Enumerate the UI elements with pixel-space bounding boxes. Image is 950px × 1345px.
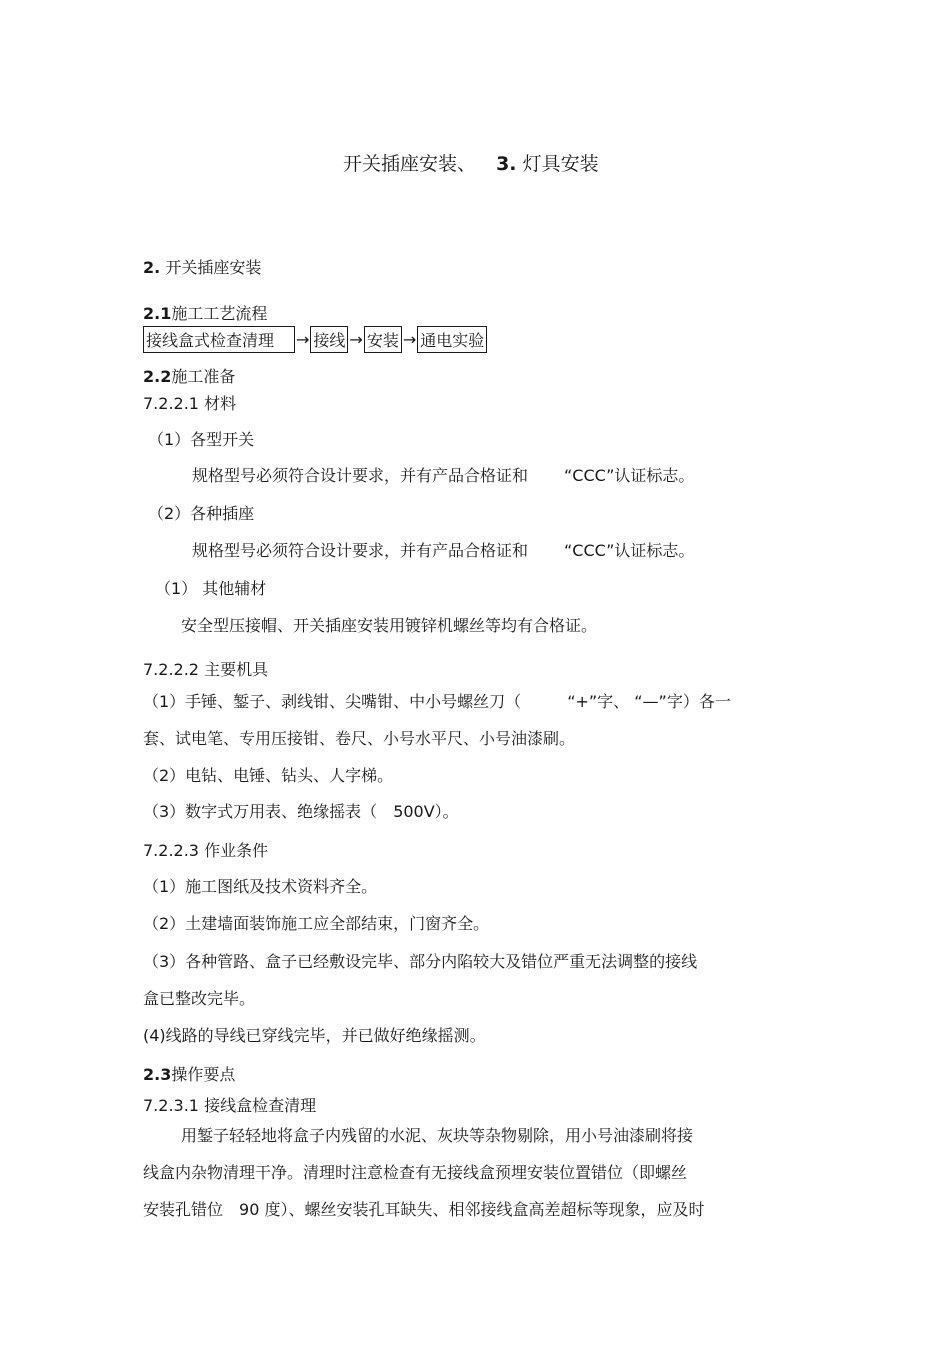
flow-step-wiring: 接线 bbox=[310, 326, 348, 353]
condition-item-2: （2）土建墙面装饰施工应全部结束，门窗齐全。 bbox=[143, 914, 490, 933]
material-item-other-desc: 安全型压接帽、开关插座安装用镀锌机螺丝等均有合格证。 bbox=[181, 616, 598, 635]
subsection-7231-heading: 7.2.3.1 接线盒检查清理 bbox=[143, 1096, 317, 1115]
title-part1: 开关插座安装、 bbox=[343, 153, 477, 175]
flow-step-power-test: 通电实验 bbox=[417, 326, 487, 353]
tools-text: （3）数字式万用表、绝缘摇表（ bbox=[143, 802, 378, 821]
material-item-socket: （2）各种插座 bbox=[148, 504, 255, 523]
section-2-1-heading bbox=[143, 306, 267, 322]
flow-arrow: → bbox=[402, 330, 417, 349]
condition-item-4: (4)线路的导线已穿线完毕，并已做好绝缘摇测。 bbox=[143, 1026, 486, 1045]
subsection-7222-heading: 7.2.2.2 主要机具 bbox=[143, 660, 269, 679]
condition-item-1: （1）施工图纸及技术资料齐全。 bbox=[143, 877, 378, 896]
tools-text: （1）手锤、錾子、剥线钳、尖嘴钳、中小号螺丝刀（ bbox=[143, 692, 522, 711]
condition-item-3: （3）各种管路、盒子已经敷设完毕、部分内陷较大及错位严重无法调整的接线 bbox=[143, 952, 698, 971]
section-text: 开关插座安装 bbox=[165, 258, 262, 277]
tools-value: 500V）。 bbox=[393, 802, 459, 821]
section-number: 2. bbox=[143, 258, 161, 277]
section-2-heading bbox=[143, 260, 261, 276]
material-item-socket-desc bbox=[192, 543, 694, 559]
flow-step-install: 安装 bbox=[364, 326, 402, 353]
tools-item-1 bbox=[143, 694, 731, 710]
material-item-switch: （1）各型开关 bbox=[148, 430, 255, 449]
ccc-mark-text: “CCC”认证标志。 bbox=[564, 541, 695, 560]
tools-item-2: （2）电钻、电锤、钻头、人字梯。 bbox=[143, 766, 394, 785]
condition-item-3-cont: 盒已整改完毕。 bbox=[143, 989, 256, 1008]
title-number: 3. bbox=[496, 153, 517, 175]
flow-arrow: → bbox=[296, 330, 310, 349]
section-number: 2.3 bbox=[143, 1065, 172, 1084]
paragraph-text: 安装孔错位 bbox=[143, 1200, 224, 1219]
paragraph-line-2: 线盒内杂物清理干净。清理时注意检查有无接线盒预埋安装位置错位（即螺丝 bbox=[143, 1163, 688, 1182]
desc-text: 规格型号必须符合设计要求，并有产品合格证和 bbox=[192, 541, 529, 560]
section-2-2-heading bbox=[143, 369, 235, 385]
section-text: 操作要点 bbox=[171, 1065, 236, 1084]
subsection-7221-heading: 7.2.2.1 材料 bbox=[143, 394, 237, 413]
material-item-other: （1） 其他辅材 bbox=[155, 579, 267, 598]
paragraph-text-cont: 90 度）、螺丝安装孔耳缺失、相邻接线盒高差超标等现象，应及时 bbox=[239, 1200, 705, 1219]
material-item-switch-desc bbox=[192, 468, 694, 484]
subsection-7223-heading: 7.2.2.3 作业条件 bbox=[143, 841, 269, 860]
section-text: 施工工艺流程 bbox=[171, 304, 268, 323]
tools-mark: “+”字、 “—”字）各一 bbox=[567, 692, 731, 711]
flow-step-inspect: 接线盒式检查清理 bbox=[143, 326, 295, 353]
tools-item-1-cont: 套、试电笔、专用压接钳、卷尺、小号水平尺、小号油漆刷。 bbox=[143, 729, 576, 748]
process-flow bbox=[143, 326, 487, 350]
paragraph-line-1: 用錾子轻轻地将盒子内残留的水泥、灰块等杂物剔除，用小号油漆刷将接 bbox=[181, 1126, 694, 1145]
section-number: 2.1 bbox=[143, 304, 172, 323]
section-text: 施工准备 bbox=[171, 367, 236, 386]
section-number: 2.2 bbox=[143, 367, 172, 386]
section-2-3-heading bbox=[143, 1067, 235, 1083]
paragraph-line-3 bbox=[143, 1202, 704, 1218]
desc-text: 规格型号必须符合设计要求，并有产品合格证和 bbox=[192, 466, 529, 485]
page-title bbox=[343, 155, 599, 174]
tools-item-3 bbox=[143, 804, 459, 820]
flow-arrow: → bbox=[349, 330, 363, 349]
title-part2: 灯具安装 bbox=[522, 153, 599, 175]
ccc-mark-text: “CCC”认证标志。 bbox=[564, 466, 695, 485]
